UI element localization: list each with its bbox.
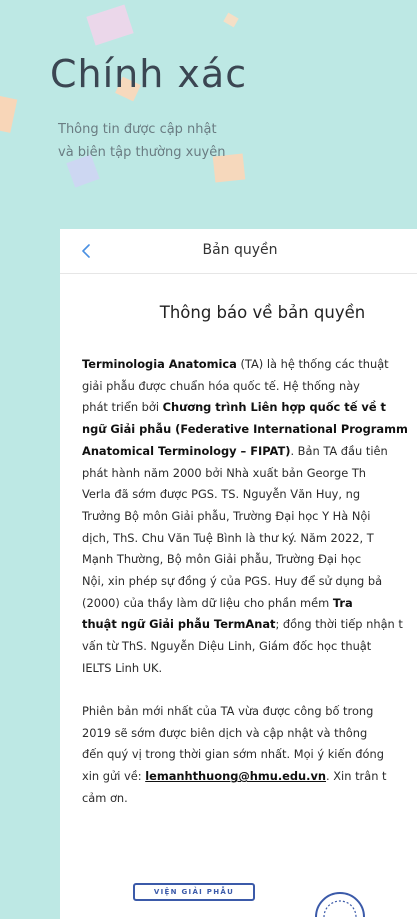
- confetti-shape: [0, 95, 17, 133]
- contact-email-link[interactable]: lemanhthuong@hmu.edu.vn: [145, 769, 327, 784]
- institute-logo-badge: VIỆN GIẢI PHẪU: [133, 883, 255, 901]
- paragraph-text: . Bản TA đầu tiên: [290, 443, 388, 458]
- copyright-paragraph-1: [82, 354, 417, 680]
- paragraph-text: Tra: [332, 595, 353, 610]
- paragraph-line: đến quý vị trong thời gian sớm nhất. Mọi ý kiến đóng: [82, 747, 384, 762]
- confetti-shape: [223, 13, 238, 28]
- paragraph-text: Mạnh Thường, Bộ môn Giải phẫu, Trường Đại học: [82, 552, 362, 567]
- paragraph-text: (TA) là hệ thống các thuật: [236, 357, 389, 371]
- paragraph-line: xin gửi về:: [82, 769, 146, 784]
- paragraph-text: Chương trình Liên hợp quốc tế về t: [162, 400, 386, 415]
- paragraph-text: Terminologia Anatomica: [82, 357, 237, 371]
- paragraph-line: Phiên bản mới nhất của TA vừa được công bố trong: [82, 704, 374, 718]
- copyright-screen-card: [60, 229, 417, 919]
- copyright-paragraph-2: [82, 701, 417, 810]
- paragraph-text: Verla đã sớm được PGS. TS. Nguyễn Văn Huy, ng: [82, 487, 361, 502]
- paragraph-line: 2019 sẽ sớm được biên dịch và cập nhật và thông: [82, 725, 368, 740]
- paragraph-text: ngữ Giải phẫu (Federative International Programm: [82, 422, 408, 437]
- paragraph-line: . Xin trân t: [326, 769, 387, 784]
- paragraph-text: thuật ngữ Giải phẫu TermAnat: [82, 617, 276, 632]
- paragraph-line: cảm ơn.: [82, 790, 128, 805]
- paragraph-text: vấn từ ThS. Nguyễn Diệu Linh, Giám đốc học thuật: [82, 639, 372, 654]
- paragraph-text: Nội, xin phép sự đồng ý của PGS. Huy để sử dụng bả: [82, 574, 383, 589]
- paragraph-text: Anatomical Terminology – FIPAT): [82, 443, 291, 458]
- paragraph-text: IELTS Linh UK.: [82, 660, 163, 675]
- top-navigation-bar: [60, 229, 417, 274]
- paragraph-text: dịch, ThS. Chu Văn Tuệ Bình là thư ký. Năm 2022, T: [82, 530, 374, 545]
- paragraph-text: (2000) của thầy làm dữ liệu cho phần mềm: [82, 595, 333, 610]
- paragraph-text: giải phẫu được chuẩn hóa quốc tế. Hệ thống này: [82, 378, 360, 393]
- paragraph-text: Trưởng Bộ môn Giải phẫu, Trường Đại học Y Hà Nội: [82, 508, 371, 523]
- paragraph-text: ; đồng thời tiếp nhận t: [275, 617, 403, 632]
- hero-title: Chính xác: [50, 52, 248, 96]
- hero-subtitle: [58, 118, 298, 164]
- notice-heading: Thông báo về bản quyền: [159, 303, 366, 322]
- confetti-shape: [86, 5, 133, 46]
- paragraph-text: phát hành năm 2000 bởi Nhà xuất bản George Th: [82, 465, 367, 480]
- page-title: Bản quyền: [202, 242, 278, 258]
- institution-seal-icon: [312, 889, 368, 919]
- hero-subtitle-line: và biên tập thường xuyên: [58, 145, 226, 160]
- paragraph-text: phát triển bởi: [82, 400, 163, 415]
- hero-subtitle-line: Thông tin được cập nhật: [58, 122, 217, 137]
